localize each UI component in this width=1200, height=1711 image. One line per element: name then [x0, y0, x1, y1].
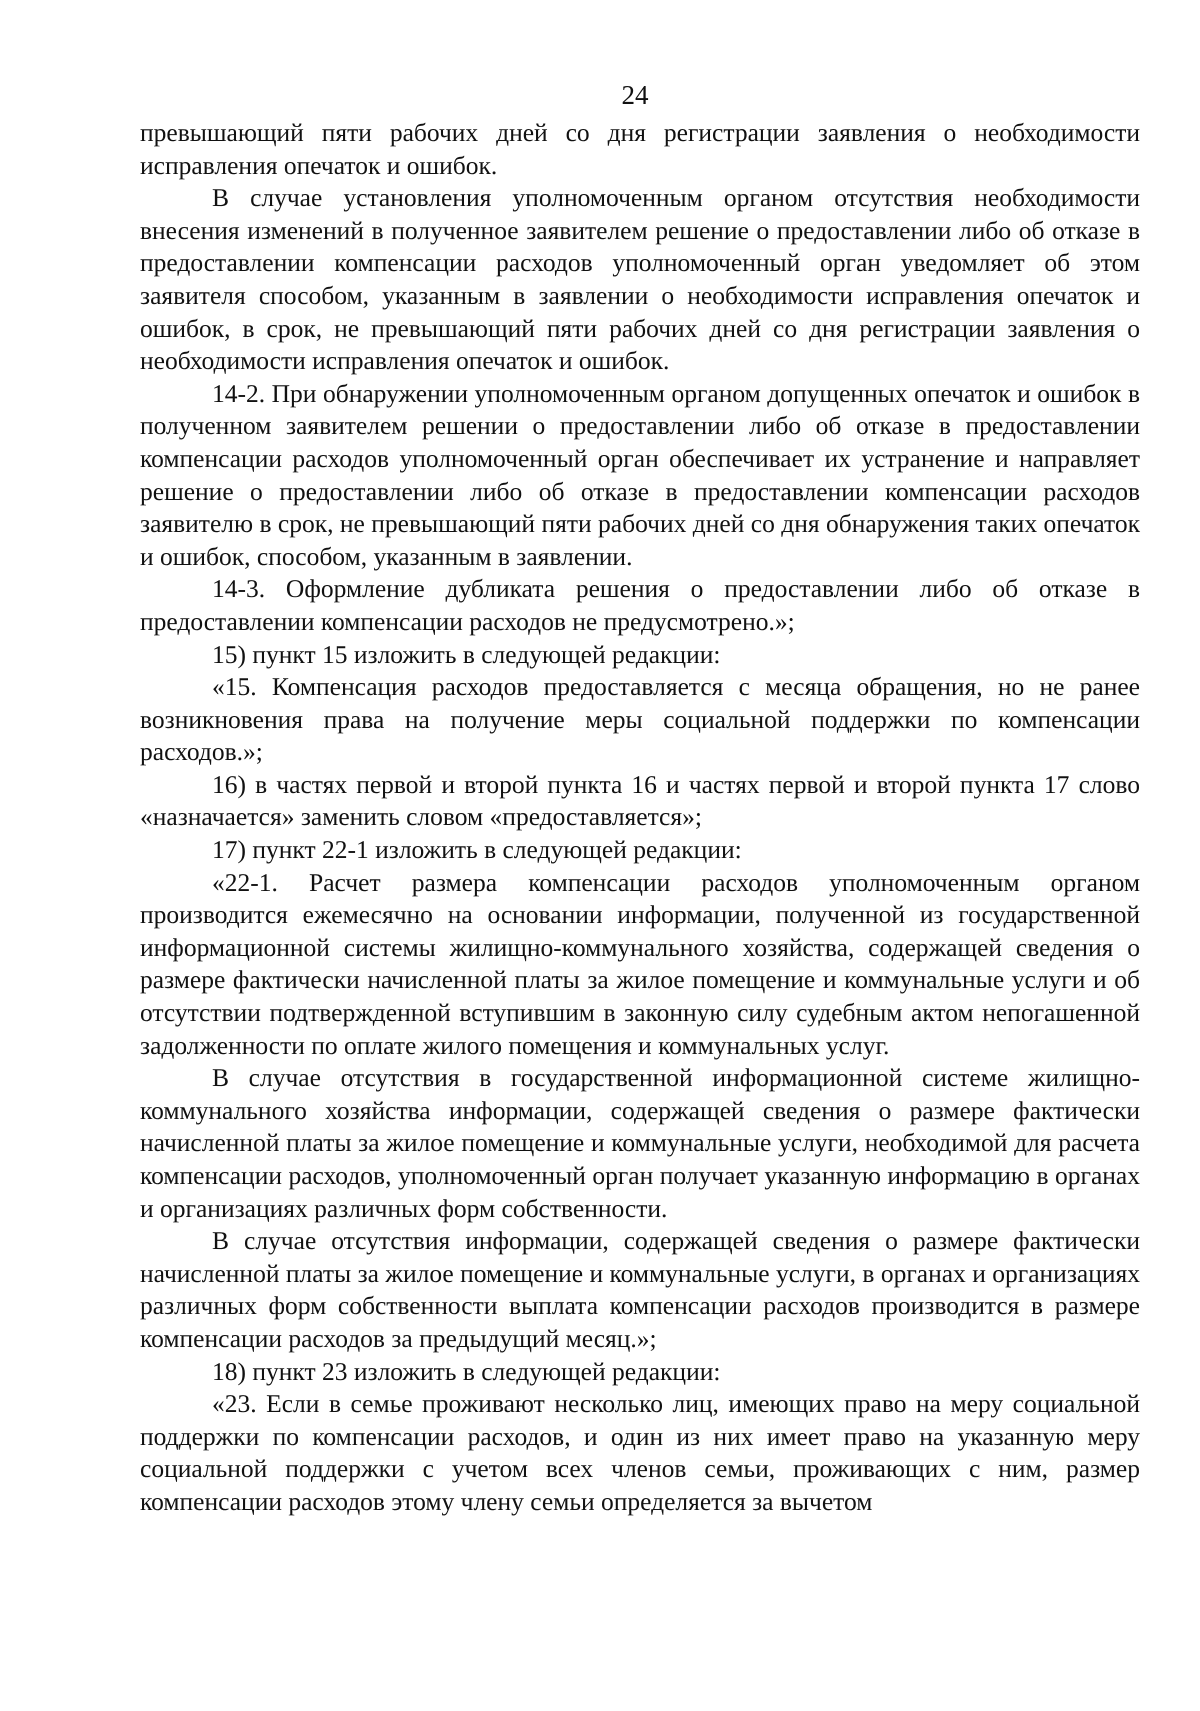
amendment-item-18: 18) пункт 23 изложить в следующей редакции:: [212, 1356, 721, 1386]
paragraph-22-1-text: «22-1. Расчет размера компенсации расходов уполномоченным органом производится ежемесячно на основании информации, полученной из государственной информационной системы жилищно-коммунального хозяйства, содержащей сведения о размере фактически начисленной платы за жилое помещение и коммунальные услуги и об отсутствии подтвержденной вступившим в законную силу судебным актом непогашенной задолженности по оплате жилого помещения и коммунальных услуг.: [140, 867, 1140, 1060]
paragraph-14-2: 14-2. При обнаружении уполномоченным органом допущенных опечаток и ошибок в полученном заявителем решении о предоставлении либо об отказе в предоставлении компенсации расходов уполномоченный орган обеспечивает их устранение и направляет решение о предоставлении либо об отказе в предоставлении компенсации расходов заявителю в срок, не превышающий пяти рабочих дней со дня обнаружения таких опечаток и ошибок, способом, указанным в заявлении.: [140, 378, 1140, 571]
amendment-item-16: 16) в частях первой и второй пункта 16 и частях первой и второй пункта 17 слово «назначается» заменить словом «предоставляется»;: [140, 769, 1140, 832]
paragraph-15-text: «15. Компенсация расходов предоставляется с месяца обращения, но не ранее возникновения права на получение меры социальной поддержки по компенсации расходов.»;: [140, 672, 1140, 767]
paragraph-no-changes-notice: В случае установления уполномоченным органом отсутствия необходимости внесения изменений в полученное заявителем решение о предоставлении либо об отказе в предоставлении компенсации расходов уполномоченный орган уведомляет об этом заявителя способом, указанным в заявлении о необходимости исправления опечаток и ошибок, в срок, не превышающий пяти рабочих дней со дня регистрации заявления о необходимости исправления опечаток и ошибок.: [140, 183, 1140, 376]
paragraph-14-3: 14-3. Оформление дубликата решения о предоставлении либо об отказе в предоставлении компенсации расходов не предусмотрено.»;: [140, 574, 1140, 636]
amendment-item-17: 17) пункт 22-1 изложить в следующей редакции:: [212, 835, 742, 865]
page-number: 24: [621, 80, 649, 110]
paragraph-no-info-payment: В случае отсутствия информации, содержащей сведения о размере фактически начисленной платы за жилое помещение и коммунальные услуги, в органах и организациях различных форм собственности выплата компенсации расходов производится в размере компенсации расходов за предыдущий месяц.»;: [140, 1226, 1140, 1353]
amendment-item-15: 15) пункт 15 изложить в следующей редакции:: [212, 639, 721, 669]
paragraph-continuation: превышающий пяти рабочих дней со дня регистрации заявления о необходимости исправления опечаток и ошибок.: [140, 118, 1140, 180]
paragraph-23-text: «23. Если в семье проживают несколько лиц, имеющих право на меру социальной поддержки по компенсации расходов, и один из них имеет право на указанную меру социальной поддержки с учетом всех членов семьи, проживающих с ним, размер компенсации расходов этому члену семьи определяется за вычетом: [140, 1389, 1140, 1516]
paragraph-no-gis-info: В случае отсутствия в государственной информационной системе жилищно-коммунального хозяйства информации, содержащей сведения о размере фактически начисленной платы за жилое помещение и коммунальные услуги, необходимой для расчета компенсации расходов, уполномоченный орган получает указанную информацию в органах и организациях различных форм собственности.: [140, 1063, 1140, 1223]
document-body: [140, 117, 1140, 1519]
